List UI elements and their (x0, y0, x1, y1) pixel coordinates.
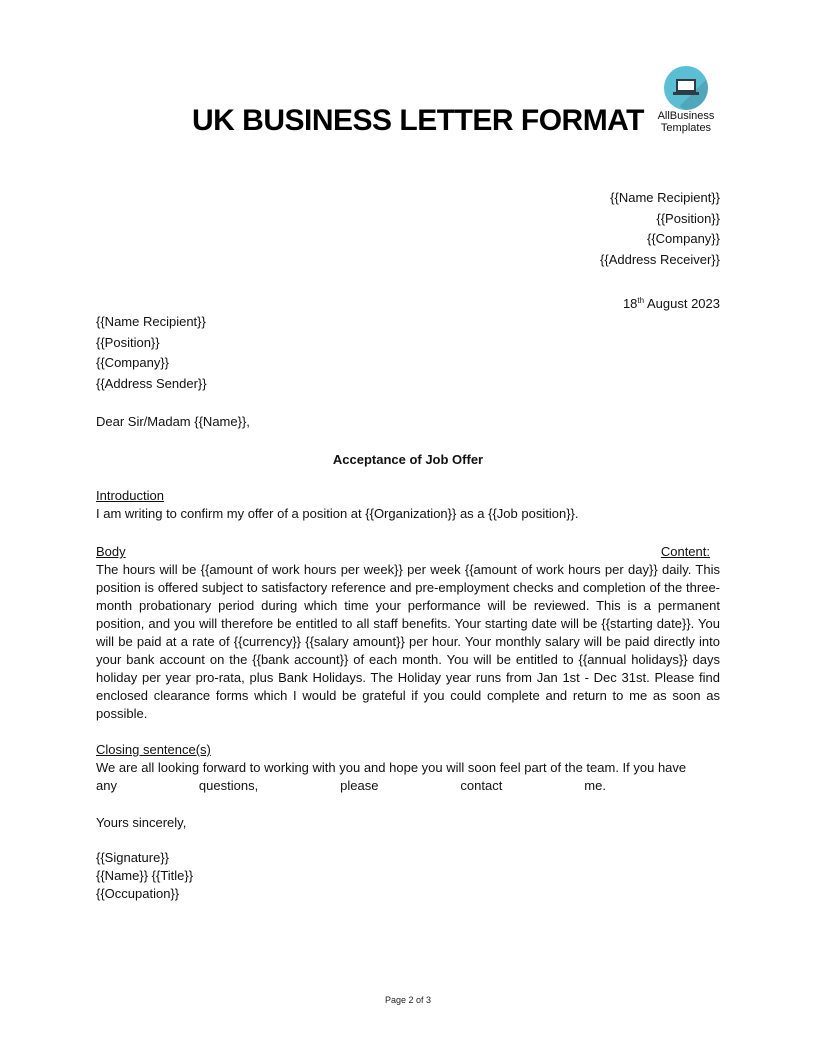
signature-occupation: {{Occupation}} (96, 886, 180, 901)
signature-block (96, 849, 193, 903)
introduction-label: Introduction (96, 488, 164, 503)
introduction-text: I am writing to confirm my offer of a position at {{Organization}} as a {{Job position}}. (96, 506, 579, 521)
sender-address: {{Address Sender}} (96, 375, 207, 391)
closing-text-line2 (96, 777, 606, 795)
date-month-year: August 2023 (644, 296, 720, 311)
sender-position: {{Position}} (96, 334, 160, 350)
signoff: Yours sincerely, (96, 815, 187, 830)
salutation: Dear Sir/Madam {{Name}}, (96, 414, 250, 429)
laptop-icon (664, 66, 708, 110)
recipient-company: {{Company}} (646, 231, 720, 246)
body-section (96, 543, 720, 723)
closing-text-line1: We are all looking forward to working with you and hope you will soon feel part of the team. If you have (96, 760, 687, 775)
closing-section (96, 741, 720, 795)
date-day: 18 (622, 296, 638, 311)
sender-address-block (96, 312, 207, 394)
page-title: UK BUSINESS LETTER FORMAT (192, 104, 644, 137)
signature: {{Signature}} (96, 850, 170, 865)
closing-word: questions, (198, 778, 259, 793)
closing-word: any (96, 778, 117, 793)
body-label-left: Body (96, 544, 126, 559)
closing-word: contact (460, 778, 503, 793)
letter-date (623, 291, 720, 315)
date-suffix: th (637, 296, 645, 305)
logo-text-line2: Templates (660, 122, 712, 134)
recipient-address: {{Address Receiver}} (600, 251, 720, 267)
introduction-section (96, 487, 720, 523)
subject-line: Acceptance of Job Offer (332, 452, 484, 467)
allbusiness-templates-logo (650, 66, 722, 134)
body-label-right: Content: (660, 544, 710, 559)
recipient-position: {{Position}} (656, 210, 720, 226)
sender-company: {{Company}} (96, 355, 170, 370)
closing-word: please (340, 778, 379, 793)
recipient-address-block (600, 188, 720, 270)
signature-name-title: {{Name}} {{Title}} (96, 868, 194, 883)
page-number-footer: Page 2 of 3 (384, 995, 432, 1005)
logo-text-line1: AllBusiness (657, 110, 715, 122)
closing-label: Closing sentence(s) (96, 742, 211, 757)
sender-name: {{Name Recipient}} (96, 314, 206, 329)
body-text: The hours will be {{amount of work hours per week}} per week {{amount of work hours per day}} daily. This position is offered subject to satisfactory reference and pre-employment checks and completion of the three-month probationary period during which time your performance will be reviewed. This is a permanent position, and you will therefore be entitled to all staff benefits. Your starting date will be {{starting date}}. You will be paid at a rate of {{currency}} {{salary amount}} per hour. Your monthly salary will be paid directly into your bank account on the {{bank account}} of each month. You will be entitled to {{annual holidays}} days holiday per year pro-rata, plus Bank Holidays. The Holiday year runs from Jan 1st - Dec 31st. Please find enclosed clearance forms which I would be grateful if you could complete and return to me as soon as possible. (96, 562, 720, 721)
body-label (96, 543, 710, 561)
closing-word: me. (584, 778, 606, 793)
recipient-name: {{Name Recipient}} (610, 190, 720, 205)
